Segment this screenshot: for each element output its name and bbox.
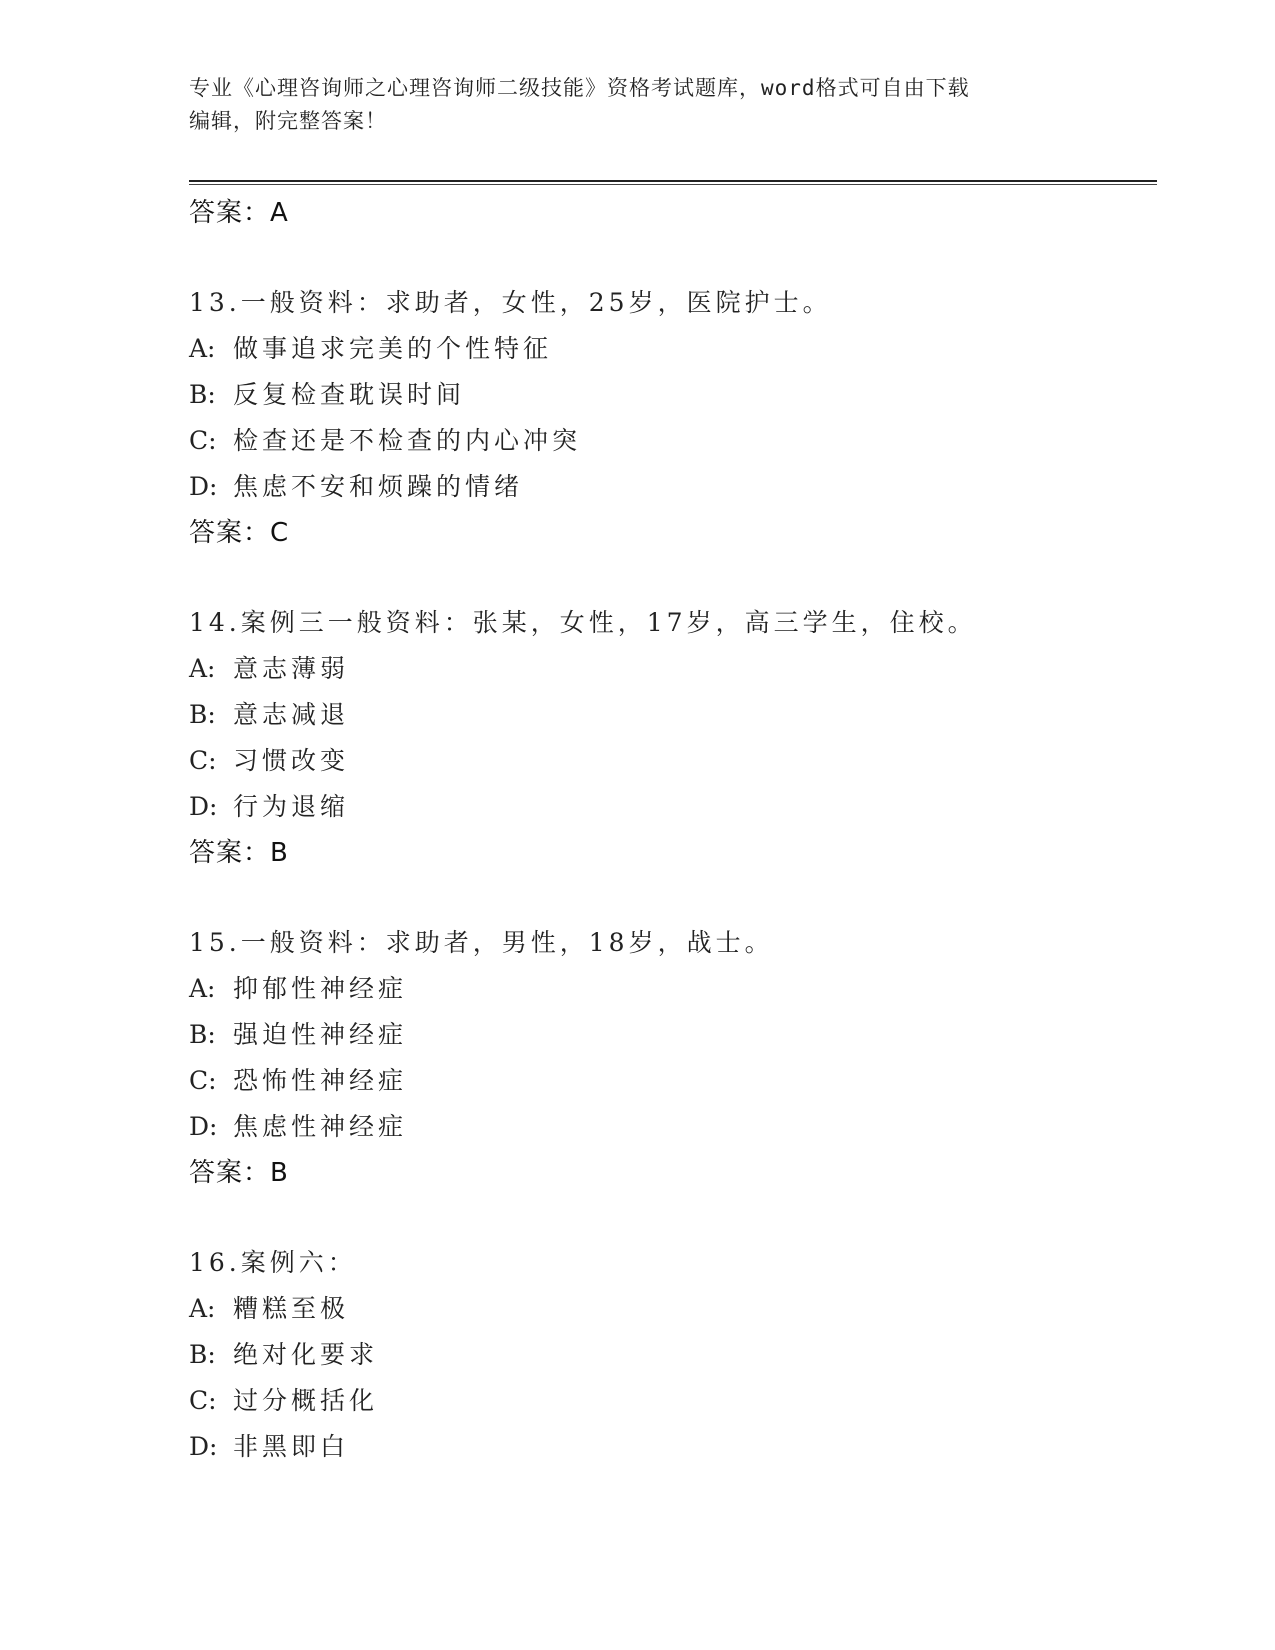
question-title: 13.一般资料：求助者，女性，25岁，医院护士。: [189, 288, 832, 317]
option-b: [189, 692, 1157, 738]
question-block: [189, 600, 1157, 876]
option-d: [189, 1104, 1157, 1150]
option-letter: B:: [189, 380, 216, 409]
option-letter: A:: [189, 334, 216, 363]
question-block: [189, 920, 1157, 1196]
option-d: [189, 464, 1157, 510]
option-letter: B:: [189, 1340, 216, 1369]
option-text: 意志薄弱: [233, 654, 350, 683]
option-letter: A:: [189, 1294, 216, 1323]
header-divider-thin: [189, 184, 1157, 185]
option-letter: B:: [189, 1020, 216, 1049]
option-text: 焦虑性神经症: [233, 1112, 408, 1141]
option-d: [189, 784, 1157, 830]
option-a: [189, 646, 1157, 692]
option-c: [189, 1378, 1157, 1424]
question-title: 16.案例六：: [189, 1248, 357, 1277]
option-a: [189, 1286, 1157, 1332]
option-c: [189, 418, 1157, 464]
option-text: 做事追求完美的个性特征: [233, 334, 553, 363]
option-d: [189, 1424, 1157, 1470]
option-b: [189, 1332, 1157, 1378]
option-text: 过分概括化: [233, 1386, 379, 1415]
spacer: [189, 876, 1157, 920]
option-text: 意志减退: [233, 700, 350, 729]
answer-line: 答案：C: [189, 518, 290, 548]
option-letter: D:: [189, 792, 218, 821]
answer-line: 答案：A: [189, 198, 289, 228]
answer-line: 答案：B: [189, 838, 289, 868]
option-text: 强迫性神经症: [233, 1020, 408, 1049]
option-text: 非黑即白: [233, 1432, 350, 1461]
option-a: [189, 966, 1157, 1012]
option-text: 糟糕至极: [233, 1294, 350, 1323]
question-list: [189, 190, 1157, 1470]
question-block: [189, 1240, 1157, 1470]
option-b: [189, 1012, 1157, 1058]
option-letter: A:: [189, 974, 216, 1003]
header-line-2: 编辑，附完整答案！: [189, 109, 387, 133]
option-c: [189, 738, 1157, 784]
option-text: 行为退缩: [233, 792, 350, 821]
option-letter: D:: [189, 1432, 218, 1461]
option-text: 焦虑不安和烦躁的情绪: [233, 472, 524, 501]
option-letter: A:: [189, 654, 216, 683]
answer-line: 答案：B: [189, 1158, 289, 1188]
option-text: 绝对化要求: [233, 1340, 379, 1369]
option-text: 恐怖性神经症: [233, 1066, 408, 1095]
question-title: 14.案例三一般资料：张某，女性，17岁，高三学生，住校。: [189, 608, 977, 637]
option-text: 反复检查耽误时间: [233, 380, 466, 409]
option-letter: B:: [189, 700, 216, 729]
header-divider: [189, 180, 1157, 182]
option-letter: D:: [189, 472, 218, 501]
option-a: [189, 326, 1157, 372]
spacer: [189, 236, 1157, 280]
option-letter: D:: [189, 1112, 218, 1141]
option-letter: C:: [189, 1066, 217, 1095]
spacer: [189, 556, 1157, 600]
option-text: 习惯改变: [233, 746, 350, 775]
option-b: [189, 372, 1157, 418]
question-block: [189, 280, 1157, 556]
option-text: 抑郁性神经症: [233, 974, 408, 1003]
header-line-1: 专业《心理咨询师之心理咨询师二级技能》资格考试题库，word格式可自由下载: [189, 76, 970, 100]
option-letter: C:: [189, 426, 217, 455]
question-title: 15.一般资料：求助者，男性，18岁，战士。: [189, 928, 774, 957]
option-letter: C:: [189, 746, 217, 775]
spacer: [189, 1196, 1157, 1240]
document-header: [189, 72, 1089, 138]
option-letter: C:: [189, 1386, 217, 1415]
option-c: [189, 1058, 1157, 1104]
option-text: 检查还是不检查的内心冲突: [233, 426, 582, 455]
